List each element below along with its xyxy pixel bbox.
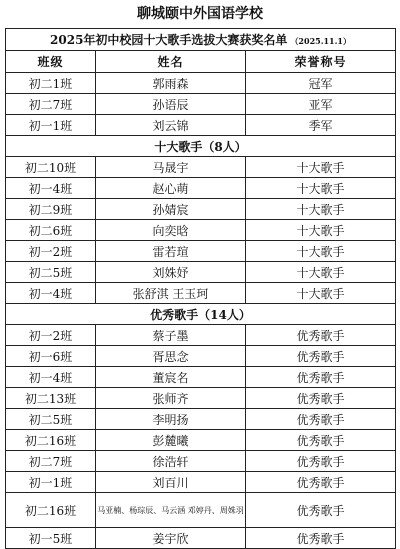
cell-name: 刘云锦 [96,115,246,136]
header-row [6,51,396,73]
cell-honor: 十大歌手 [246,262,396,283]
cell-class: 初一4班 [6,283,96,304]
table-row [6,241,396,262]
cell-class: 初一2班 [6,325,96,346]
cell-name: 郭雨森 [96,73,246,94]
table-row [6,157,396,178]
cell-name: 董宸名 [96,367,246,388]
table-row [6,430,396,451]
cell-name: 张舒淇 王玉珂 [96,283,246,304]
cell-class: 初一1班 [6,472,96,493]
cell-class: 初二9班 [6,199,96,220]
table-row [6,472,396,493]
table-row [6,199,396,220]
section-top-ten-label: 十大歌手（8人） [6,136,396,157]
table-row [6,94,396,115]
cell-class: 初一4班 [6,367,96,388]
cell-honor: 优秀歌手 [246,472,396,493]
cell-honor: 十大歌手 [246,178,396,199]
cell-honor: 优秀歌手 [246,451,396,472]
cell-class: 初二16班 [6,493,96,528]
cell-honor: 优秀歌手 [246,430,396,451]
cell-class: 初二7班 [6,94,96,115]
cell-name: 孙语辰 [96,94,246,115]
cell-honor: 十大歌手 [246,157,396,178]
cell-honor: 季军 [246,115,396,136]
cell-class: 初二13班 [6,388,96,409]
cell-class: 初二5班 [6,262,96,283]
cell-class: 初一6班 [6,346,96,367]
table-row [6,388,396,409]
cell-name: 赵心萌 [96,178,246,199]
section-excellent [6,304,396,325]
table-row [6,73,396,94]
cell-honor: 优秀歌手 [246,493,396,528]
table-row [6,367,396,388]
cell-honor: 优秀歌手 [246,325,396,346]
table-row [6,115,396,136]
cell-class: 初二7班 [6,451,96,472]
cell-name: 刘姝妤 [96,262,246,283]
document-title-cell [6,29,396,51]
school-name: 聊城颐中外国语学校 [137,6,263,22]
column-header-honor: 荣誉称号 [246,51,396,73]
title-row [6,29,396,51]
cell-class: 初一5班 [6,528,96,549]
cell-name: 马亚楠、杨琮辰、马云涵 邓婷丹、周姝羽 [96,493,246,528]
cell-honor: 优秀歌手 [246,409,396,430]
cell-class: 初一1班 [6,115,96,136]
cell-name: 雷若瑄 [96,241,246,262]
table-row [6,409,396,430]
table-row [6,451,396,472]
cell-honor: 十大歌手 [246,220,396,241]
table-row [6,283,396,304]
cell-honor: 冠军 [246,73,396,94]
document-date: （2025.11.1） [290,36,351,46]
section-top-ten [6,136,396,157]
cell-class: 初二1班 [6,73,96,94]
table-row [6,220,396,241]
section-excellent-label: 优秀歌手（14人） [6,304,396,325]
cell-honor: 优秀歌手 [246,528,396,549]
cell-class: 初二6班 [6,220,96,241]
table-row [6,178,396,199]
cell-honor: 十大歌手 [246,241,396,262]
cell-honor: 优秀歌手 [246,367,396,388]
award-table [5,28,396,549]
cell-name: 姜宇欣 [96,528,246,549]
table-row [6,262,396,283]
cell-class: 初一4班 [6,178,96,199]
cell-name: 马晟宇 [96,157,246,178]
column-header-class: 班级 [6,51,96,73]
document-title: 2025年初中校园十大歌手选拔大赛获奖名单 [50,33,288,47]
cell-honor: 优秀歌手 [246,346,396,367]
cell-name: 刘百川 [96,472,246,493]
table-row [6,346,396,367]
cell-name: 向奕晗 [96,220,246,241]
table-row [6,493,396,528]
cell-class: 初二5班 [6,409,96,430]
cell-name: 彭麓曦 [96,430,246,451]
cell-honor: 亚军 [246,94,396,115]
cell-name: 蔡子墨 [96,325,246,346]
cell-class: 初二10班 [6,157,96,178]
cell-class: 初二16班 [6,430,96,451]
cell-name: 胥思念 [96,346,246,367]
cell-honor: 十大歌手 [246,199,396,220]
cell-honor: 十大歌手 [246,283,396,304]
cell-name: 孙婧宸 [96,199,246,220]
column-header-name: 姓名 [96,51,246,73]
cell-name: 李明扬 [96,409,246,430]
cell-class: 初一2班 [6,241,96,262]
table-row [6,325,396,346]
cell-name: 张师齐 [96,388,246,409]
cell-honor: 优秀歌手 [246,388,396,409]
cell-name: 徐浩轩 [96,451,246,472]
